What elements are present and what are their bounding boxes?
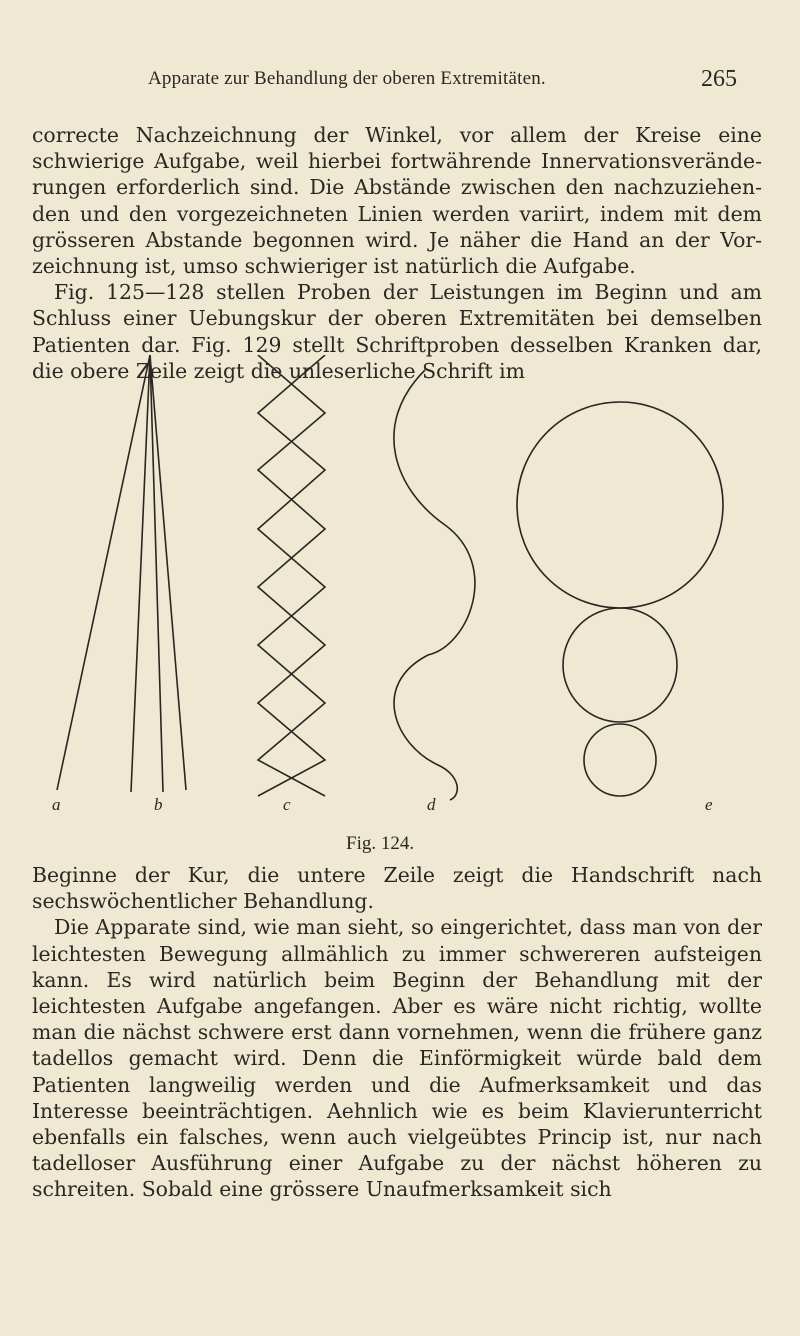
running-title: Apparate zur Behandlung der oberen Extremitäten. [148,68,546,89]
paragraph: Die Apparate sind, wie man sieht, so eingerichtet, dass man von der leichtesten Bewegung allmählich zu immer schwereren aufsteigen kann. Es wird natürlich beim Beginn der Behandlung mit der leichtesten Aufgabe angefangen. Aber es wäre nicht richtig, wollte man die nächst schwere erst dann vornehmen, wenn die frühere ganz tadellos gemacht wird. Denn die Einförmigkeit würde bald dem Patienten langweilig werden und die Aufmerksamkeit und das Interesse beeinträchtigen. Aehnlich wie es beim Klavierunterricht ebenfalls ein falsches, wenn auch vielgeübtes Princip ist, nur nach tadelloser Ausführung einer Aufgabe zu der nächst höheren zu schreiten. Sobald eine grössere Unaufmerksamkeit sich [32,915,762,1202]
figure-caption: Fig. 124. [346,833,415,854]
angle-figure-a [57,355,186,790]
body-text-top [32,122,762,384]
page-number: 265 [701,66,737,92]
figure-label-a: a [52,795,61,814]
paragraph: correcte Nachzeichnung der Winkel, vor allem der Kreise eine schwierige Aufgabe, weil hierbei fortwährende Innervationsveränderungen erforderlich sind. Die Abstände zwischen den nachzuziehenden und den vorgezeichneten Linien werden variirt, indem mit dem grösseren Abstande begonnen wird. Je näher die Hand an der Vorzeichnung ist, umso schwieriger ist natürlich die Aufgabe. [32,123,762,279]
wave-figure-d [394,370,475,800]
figure-label-c: c [283,795,291,814]
figure-label-d: d [427,795,436,814]
figure-label-e: e [705,795,713,814]
figure-drawing [0,355,800,855]
body-text-bottom [32,862,762,1203]
circle-figure-e-small [584,724,656,796]
circle-figure-e-medium [563,608,677,722]
figure-label-b: b [154,795,163,814]
paragraph: Beginne der Kur, die untere Zeile zeigt die Handschrift nach sechswöchentlicher Behandlung. [32,863,762,914]
figure-124 [0,355,800,854]
page-header [0,66,800,106]
circle-figure-e-large [517,402,723,608]
paragraph: Fig. 125—128 stellen Proben der Leistungen im Beginn und am Schluss einer Uebungskur der oberen Extremitäten bei demselben Patienten dar. Fig. 129 stellt Schriftproben desselben Kranken dar, die obere Zeile zeigt die unleserliche Schrift im [32,280,762,383]
